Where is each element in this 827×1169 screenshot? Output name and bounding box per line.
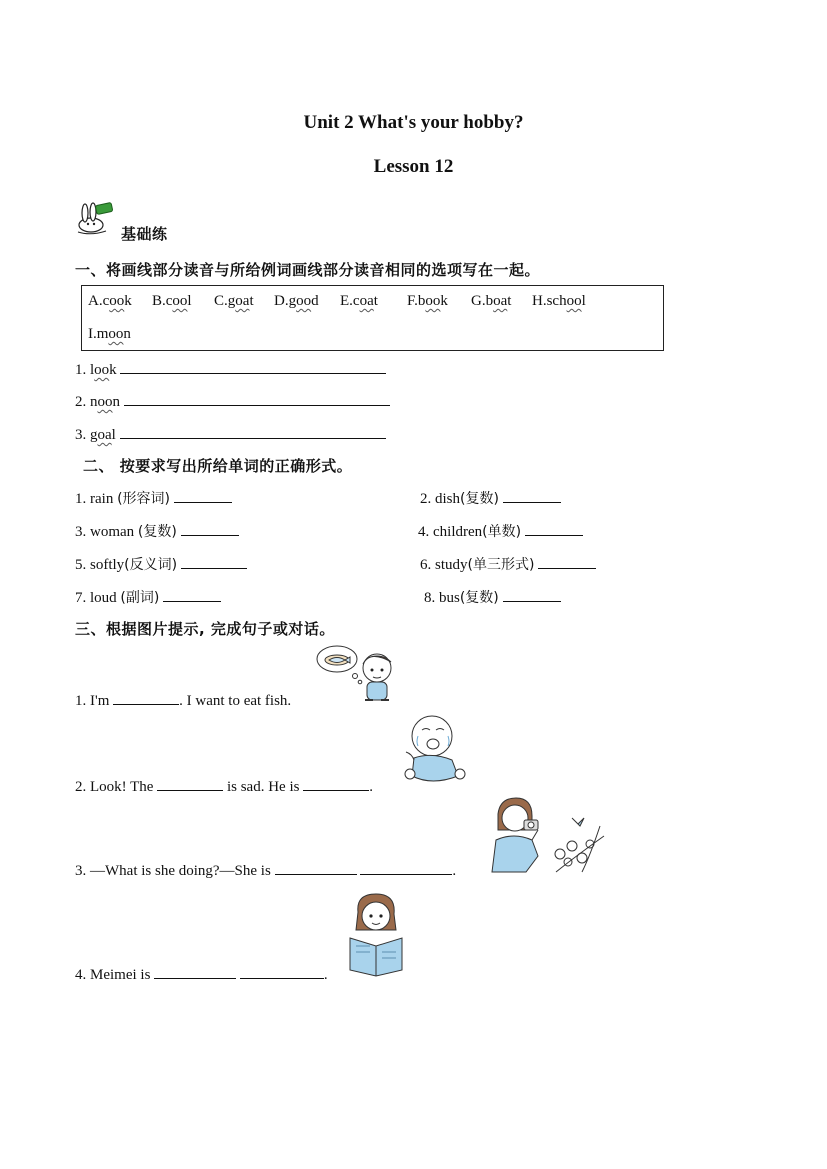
s2-item-8: 8. bus(复数) bbox=[424, 587, 561, 607]
answer-blank[interactable] bbox=[181, 554, 247, 569]
answer-blank[interactable] bbox=[503, 587, 561, 602]
option-e: E.coat bbox=[340, 293, 378, 309]
answer-blank[interactable] bbox=[181, 521, 239, 536]
woman-photographing-flowers-image bbox=[486, 796, 608, 874]
section3-heading: 三、根据图片提示, 完成句子或对话。 bbox=[75, 620, 335, 638]
option-c: C.goat bbox=[214, 293, 254, 309]
lesson-title: Lesson 12 bbox=[373, 156, 454, 177]
crying-baby-image bbox=[402, 712, 470, 790]
answer-blank[interactable] bbox=[157, 776, 223, 791]
girl-reading-book-image bbox=[344, 890, 410, 976]
s2-item-5: 5. softly(反义词) bbox=[75, 554, 247, 574]
bunny-badge-icon bbox=[76, 202, 114, 234]
s1-item-1: 1. look bbox=[75, 359, 386, 379]
section2-heading: 二、 按要求写出所给单词的正确形式。 bbox=[83, 457, 353, 475]
option-i: I.moon bbox=[88, 326, 131, 342]
s1-item-2: 2. noon bbox=[75, 391, 390, 411]
answer-blank[interactable] bbox=[113, 690, 179, 705]
answer-blank[interactable] bbox=[174, 488, 232, 503]
answer-blank[interactable] bbox=[154, 964, 236, 979]
answer-blank[interactable] bbox=[303, 776, 369, 791]
answer-blank[interactable] bbox=[525, 521, 583, 536]
s3-item-1: 1. I'm . I want to eat fish. bbox=[75, 690, 291, 710]
s2-item-4: 4. children(单数) bbox=[418, 521, 583, 541]
s2-item-6: 6. study(单三形式) bbox=[420, 554, 596, 574]
answer-blank[interactable] bbox=[275, 860, 357, 875]
s3-item-4: 4. Meimei is . bbox=[75, 964, 328, 984]
hungry-boy-fish-thought-image bbox=[315, 644, 397, 706]
option-g: G.boat bbox=[471, 293, 512, 309]
answer-blank[interactable] bbox=[240, 964, 324, 979]
section-badge-label: 基础练 bbox=[121, 225, 168, 243]
s1-item-3: 3. goal bbox=[75, 424, 386, 444]
page-title: Unit 2 What's your hobby? bbox=[303, 112, 524, 133]
s3-item-3: 3. —What is she doing?—She is . bbox=[75, 860, 456, 880]
answer-blank[interactable] bbox=[538, 554, 596, 569]
option-b: B.cool bbox=[152, 293, 192, 309]
s2-item-2: 2. dish(复数) bbox=[420, 488, 561, 508]
option-h: H.school bbox=[532, 293, 586, 309]
s2-item-3: 3. woman (复数) bbox=[75, 521, 239, 541]
answer-blank[interactable] bbox=[360, 860, 452, 875]
option-f: F.book bbox=[407, 293, 448, 309]
answer-blank[interactable] bbox=[163, 587, 221, 602]
s3-item-2: 2. Look! The is sad. He is . bbox=[75, 776, 373, 796]
option-d: D.good bbox=[274, 293, 319, 309]
s2-item-7: 7. loud (副词) bbox=[75, 587, 221, 607]
answer-blank[interactable] bbox=[124, 391, 390, 406]
answer-blank[interactable] bbox=[120, 424, 386, 439]
answer-blank[interactable] bbox=[120, 359, 386, 374]
s2-item-1: 1. rain (形容词) bbox=[75, 488, 232, 508]
option-a: A.cook bbox=[88, 293, 132, 309]
answer-blank[interactable] bbox=[503, 488, 561, 503]
section1-heading: 一、将画线部分读音与所给例词画线部分读音相同的选项写在一起。 bbox=[75, 261, 541, 279]
